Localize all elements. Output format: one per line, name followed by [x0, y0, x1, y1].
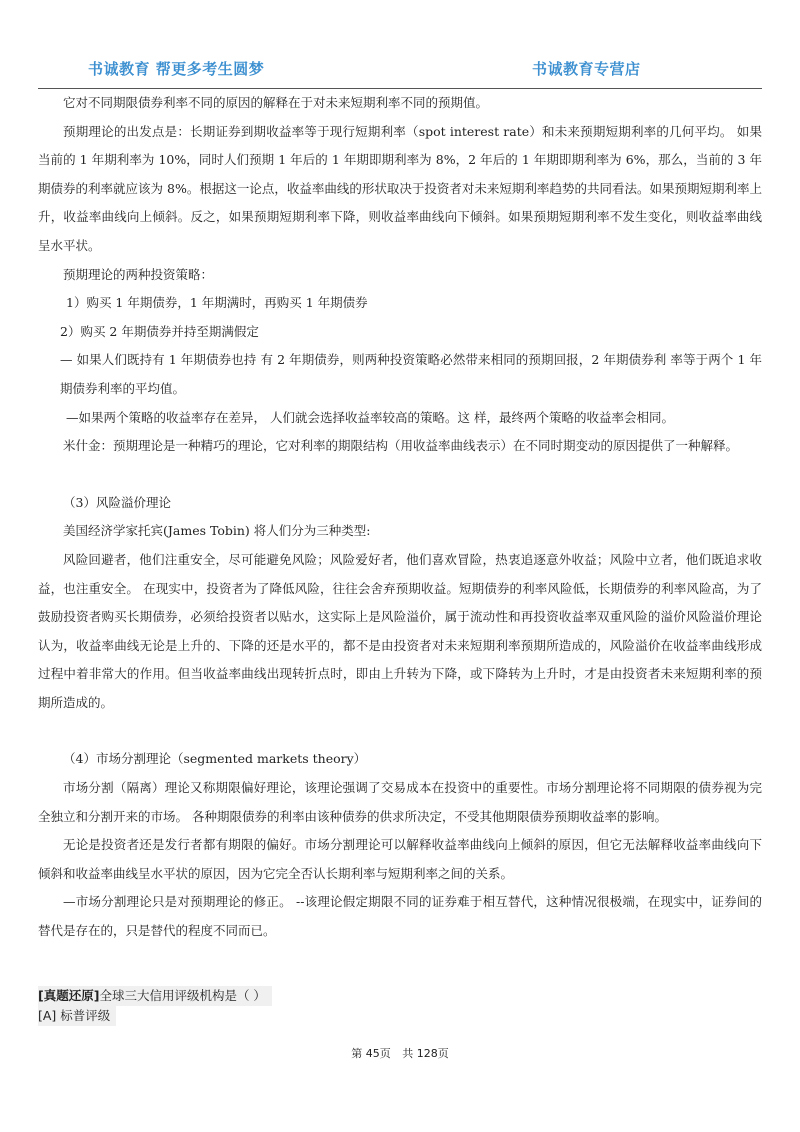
- paragraph: —市场分割理论只是对预期理论的修正。 --该理论假定期限不同的证券难于相互替代，这种情况很极端，在现实中，证券间的替代是存在的，只是替代的程度不同而已。: [38, 894, 762, 939]
- header-left-slogan: 书诚教育 帮更多考生圆梦: [88, 60, 265, 78]
- paragraph: 美国经济学家托宾(James Tobin) 将人们分为三种类型:: [63, 523, 371, 539]
- section-heading: （3）风险溢价理论: [63, 494, 171, 510]
- spacer: [38, 717, 762, 745]
- question-option-a: [A] 标普评级: [38, 1006, 116, 1026]
- section-heading: （4）市场分割理论（segmented markets theory）: [63, 751, 367, 767]
- question-tag: [真题还原]: [38, 988, 100, 1003]
- question-text: 全球三大信用评级机构是（ ）: [99, 988, 266, 1003]
- page-footer: [0, 1045, 800, 1061]
- header-right-store: 书诚教育专营店: [532, 60, 641, 78]
- paragraph: 无论是投资者还是发行者都有期限的偏好。市场分割理论可以解释收益率曲线向上倾斜的原因，但它无法解释收益率曲线向下倾斜和收益率曲线呈水平状的原因，因为它完全否认长期利率与短期利率之间的关系。: [38, 837, 762, 881]
- paragraph: 风险回避者，他们注重安全，尽可能避免风险；风险爱好者，他们喜欢冒险，热衷追逐意外收益；风险中立者，他们既追求收益，也注重安全。 在现实中，投资者为了降低风险，往往会舍弃预期收益。短期债券的利率风险低，长期债券的利率风险高，为了鼓励投资者购买长期债券，必须给投资者以贴水，这实际上是风险溢价，属于流动性和再投资收益率双重风险的溢价风险溢价理论认为，收益率曲线无论是上升的、下降的还是水平的，都不是由投资者对未来短期利率预期所造成的，风险溢价在收益率曲线形成过程中着非常大的作用。但当收益率曲线出现转折点时，即由上升转为下降，或下降转为上升时，才是由投资者未来短期利率的预期所造成的。: [38, 551, 762, 710]
- paragraph: 预期理论的出发点是：长期证券到期收益率等于现行短期利率（spot interest rate）和未来预期短期利率的几何平均。 如果当前的 1 年期利率为 10%，同时人们预期 1 年后的 1 年期即期利率为 8%，2 年后的 1 年期即期利率为 6%，那么，当前的 3 年期债券的利率就应该为 8%。根据这一论点，收益率曲线的形状取决于投资者对未来短期利率趋势的共同看法。如果预期短期利率上升，收益率曲线向上倾斜。反之，如果预期短期利率下降，则收益率曲线向下倾斜。如果预期短期利率不发生变化，则收益率曲线呈水平状。: [38, 123, 762, 253]
- paragraph: 米什金：预期理论是一种精巧的理论，它对利率的期限结构（用收益率曲线表示）在不同时期变动的原因提供了一种解释。: [63, 438, 739, 454]
- paragraph: —如果两个策略的收益率存在差异， 人们就会选择收益率较高的策略。这 样，最终两个策略的收益率会相同。: [66, 409, 674, 425]
- paragraph: 预期理论的两种投资策略：: [63, 266, 214, 282]
- list-item: 1）购买 1 年期债券，1 年期满时，再购买 1 年期债券: [66, 295, 368, 311]
- paragraph: — 如果人们既持有 1 年期债券也持 有 2 年期债券，则两种投资策略必然带来相同的预期回报，2 年期债券利 率等于两个 1 年期债券利率的平均值。: [60, 352, 762, 396]
- paragraph: 市场分割（隔离）理论又称期限偏好理论，该理论强调了交易成本在投资中的重要性。市场分割理论将不同期限的债券视为完全独立和分割开来的市场。 各种期限债券的利率由该种债券的供求所决定，不受其他期限债券预期收益率的影响。: [38, 780, 762, 824]
- spacer: [38, 461, 762, 489]
- question-line: [38, 986, 272, 1006]
- page-total: 共 128页: [402, 1047, 449, 1060]
- exam-question: [38, 986, 272, 1026]
- list-item: 2）购买 2 年期债券并持至期满假定: [60, 323, 259, 339]
- paragraph: 它对不同期限债券利率不同的原因的解释在于对未来短期利率不同的预期值。: [63, 95, 489, 110]
- document-body: [38, 89, 762, 946]
- page-number: 第 45页: [351, 1047, 391, 1060]
